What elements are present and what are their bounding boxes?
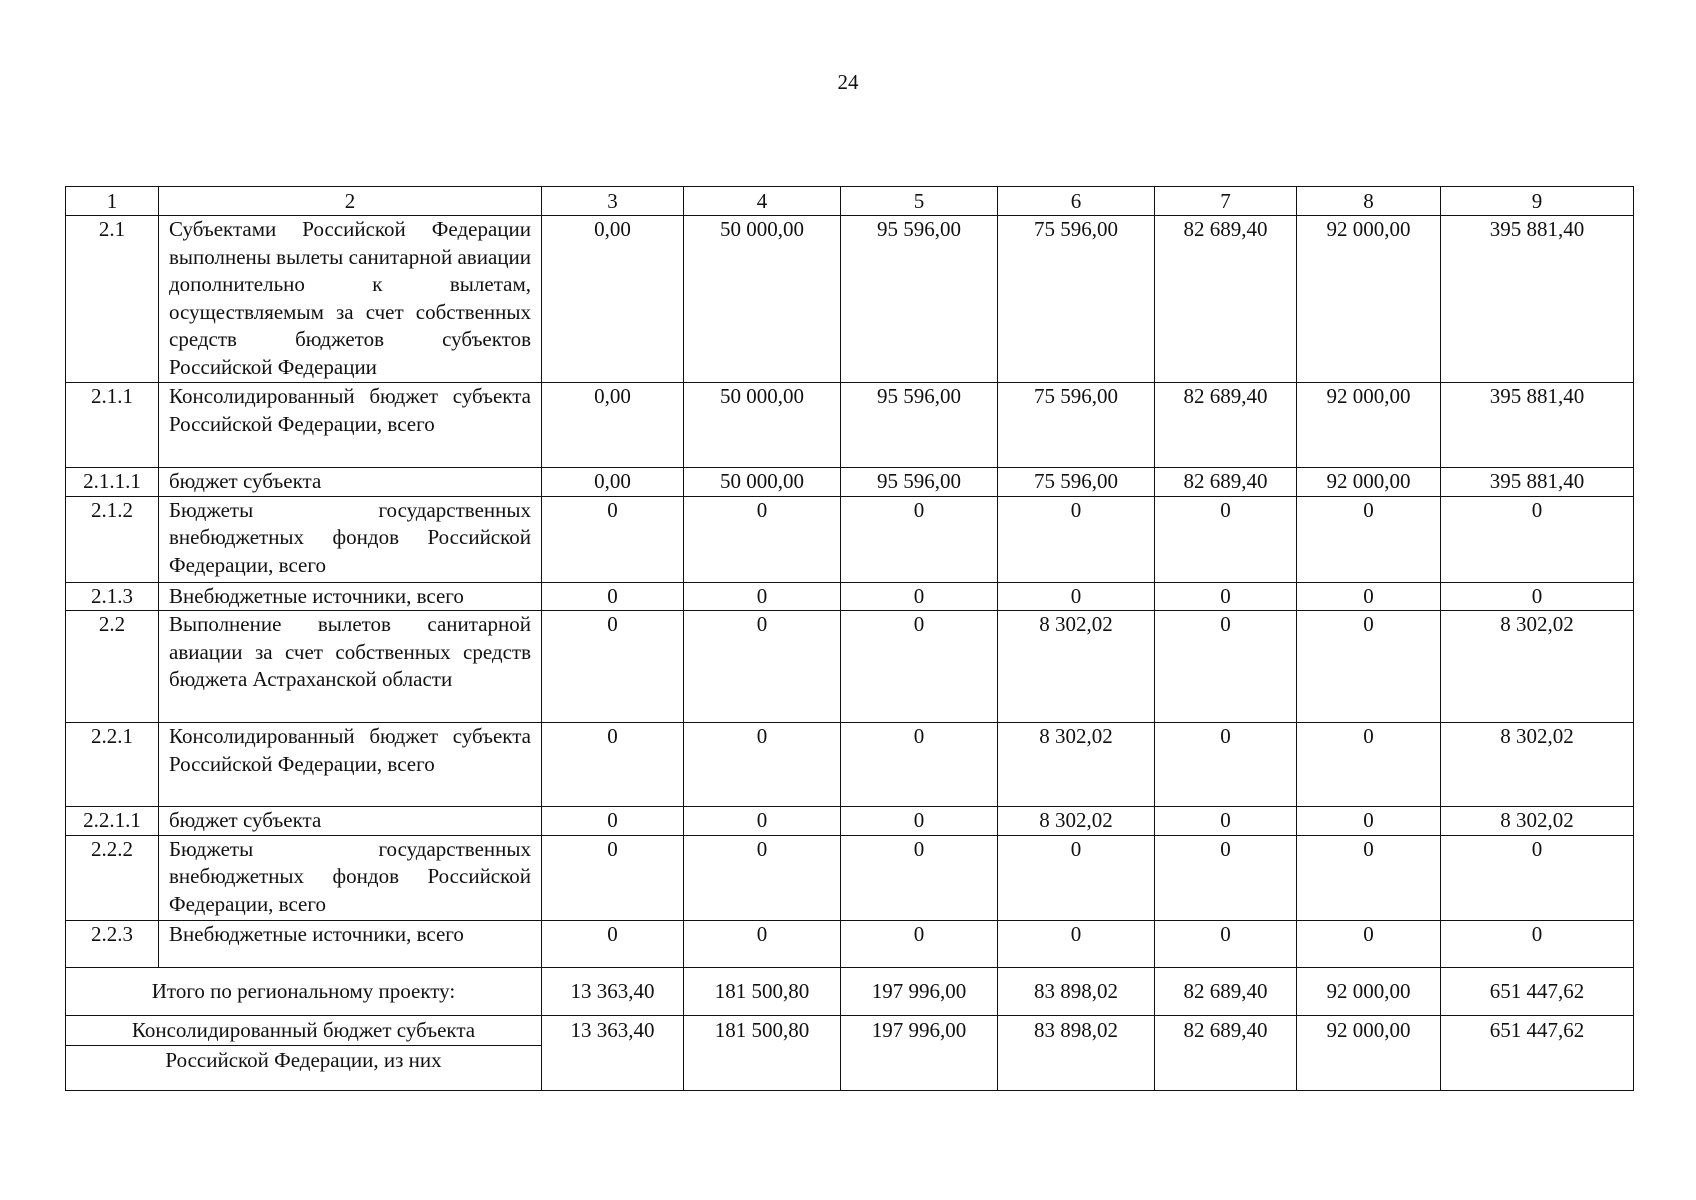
row-value: 0 (542, 723, 684, 807)
consolidated-label-line1: Консолидированный бюджет субъекта (66, 1016, 541, 1046)
row-name: Внебюджетные источники, всего (159, 920, 542, 967)
row-code: 2.1.3 (66, 582, 159, 611)
row-code: 2.1.2 (66, 496, 159, 582)
table-row (66, 835, 1634, 920)
row-value: 8 302,02 (998, 807, 1155, 836)
consolidated-label-line2: Российской Федерации, из них (165, 1047, 442, 1072)
row-value: 92 000,00 (1297, 216, 1441, 383)
table-row (66, 468, 1634, 497)
consolidated-label (66, 1015, 542, 1090)
table-row (66, 723, 1634, 807)
row-value: 0 (1441, 496, 1634, 582)
page-number: 24 (837, 70, 859, 94)
header-row (66, 187, 1634, 216)
row-value: 0 (841, 920, 998, 967)
header-cell: 9 (1441, 187, 1634, 216)
row-value: 0 (542, 582, 684, 611)
row-value: 8 302,02 (998, 723, 1155, 807)
row-value: 0 (1441, 835, 1634, 920)
row-value: 50 000,00 (684, 383, 841, 468)
row-value: 75 596,00 (998, 383, 1155, 468)
row-code: 2.1.1 (66, 383, 159, 468)
row-value: 0 (1297, 723, 1441, 807)
table-row (66, 216, 1634, 383)
header-cell: 8 (1297, 187, 1441, 216)
total-value: 181 500,80 (684, 967, 841, 1015)
row-value: 8 302,02 (1441, 611, 1634, 723)
row-value: 92 000,00 (1297, 468, 1441, 497)
row-value: 0 (841, 496, 998, 582)
row-value: 0 (841, 835, 998, 920)
header-cell: 5 (841, 187, 998, 216)
row-value: 0 (1297, 920, 1441, 967)
row-name: бюджет субъекта (159, 807, 542, 836)
row-value: 0 (998, 835, 1155, 920)
row-name: Бюджеты государственных внебюджетных фондов Российской Федерации, всего (159, 835, 542, 920)
row-name: Бюджеты государственных внебюджетных фондов Российской Федерации, всего (159, 496, 542, 582)
row-value: 50 000,00 (684, 468, 841, 497)
total-value: 82 689,40 (1155, 967, 1297, 1015)
row-value: 0 (684, 496, 841, 582)
row-value: 0,00 (542, 468, 684, 497)
row-value: 0,00 (542, 383, 684, 468)
row-value: 0 (684, 582, 841, 611)
consolidated-value: 181 500,80 (684, 1015, 841, 1090)
row-value: 95 596,00 (841, 383, 998, 468)
header-cell: 7 (1155, 187, 1297, 216)
row-value: 0 (684, 835, 841, 920)
row-value: 0 (1297, 835, 1441, 920)
row-code: 2.2.2 (66, 835, 159, 920)
table-row (66, 582, 1634, 611)
total-value: 83 898,02 (998, 967, 1155, 1015)
row-value: 395 881,40 (1441, 216, 1634, 383)
header-cell: 6 (998, 187, 1155, 216)
total-value: 13 363,40 (542, 967, 684, 1015)
header-cell: 4 (684, 187, 841, 216)
row-code: 2.1.1.1 (66, 468, 159, 497)
table-row (66, 496, 1634, 582)
row-value: 0 (841, 611, 998, 723)
row-value: 0 (542, 835, 684, 920)
row-value: 8 302,02 (1441, 807, 1634, 836)
row-value: 0 (1297, 496, 1441, 582)
header-cell: 1 (66, 187, 159, 216)
row-value: 395 881,40 (1441, 468, 1634, 497)
consolidated-value: 82 689,40 (1155, 1015, 1297, 1090)
row-value: 0 (1297, 611, 1441, 723)
row-value: 82 689,40 (1155, 383, 1297, 468)
consolidated-row (66, 1015, 1634, 1090)
row-value: 95 596,00 (841, 468, 998, 497)
row-value: 8 302,02 (998, 611, 1155, 723)
table-row (66, 611, 1634, 723)
header-cell: 3 (542, 187, 684, 216)
row-value: 0 (1441, 582, 1634, 611)
total-label: Итого по региональному проекту: (66, 967, 542, 1015)
consolidated-value: 197 996,00 (841, 1015, 998, 1090)
row-name: Выполнение вылетов санитарной авиации за счет собственных средств бюджета Астраханской области (159, 611, 542, 723)
total-value: 92 000,00 (1297, 967, 1441, 1015)
row-value: 0 (542, 611, 684, 723)
row-value: 0 (684, 920, 841, 967)
consolidated-value: 83 898,02 (998, 1015, 1155, 1090)
row-name: Внебюджетные источники, всего (159, 582, 542, 611)
row-code: 2.2.1.1 (66, 807, 159, 836)
total-value: 651 447,62 (1441, 967, 1634, 1015)
row-value: 0 (998, 496, 1155, 582)
consolidated-value: 13 363,40 (542, 1015, 684, 1090)
row-value: 0,00 (542, 216, 684, 383)
row-value: 395 881,40 (1441, 383, 1634, 468)
row-code: 2.2.1 (66, 723, 159, 807)
row-value: 0 (542, 807, 684, 836)
row-value: 92 000,00 (1297, 383, 1441, 468)
row-value: 0 (684, 723, 841, 807)
row-value: 8 302,02 (1441, 723, 1634, 807)
consolidated-value: 651 447,62 (1441, 1015, 1634, 1090)
budget-table (65, 186, 1634, 1091)
row-value: 0 (998, 920, 1155, 967)
row-name: Субъектами Российской Федерации выполнены вылеты санитарной авиации дополнительно к вылетам, осуществляемым за счет собственных средств бюджетов субъектов Российской Федерации (159, 216, 542, 383)
row-value: 0 (1441, 920, 1634, 967)
row-value: 0 (542, 496, 684, 582)
row-value: 50 000,00 (684, 216, 841, 383)
row-name: бюджет субъекта (159, 468, 542, 497)
row-code: 2.2.3 (66, 920, 159, 967)
row-value: 95 596,00 (841, 216, 998, 383)
row-value: 0 (998, 582, 1155, 611)
row-value: 0 (1155, 835, 1297, 920)
row-value: 0 (1155, 807, 1297, 836)
row-value: 0 (1155, 920, 1297, 967)
row-value: 0 (1155, 723, 1297, 807)
row-value: 82 689,40 (1155, 216, 1297, 383)
row-name: Консолидированный бюджет субъекта Российской Федерации, всего (159, 383, 542, 468)
row-name: Консолидированный бюджет субъекта Российской Федерации, всего (159, 723, 542, 807)
row-value: 0 (841, 807, 998, 836)
table-row (66, 807, 1634, 836)
row-value: 0 (1297, 807, 1441, 836)
row-value: 0 (1155, 496, 1297, 582)
row-value: 75 596,00 (998, 216, 1155, 383)
row-value: 0 (841, 582, 998, 611)
row-value: 0 (684, 611, 841, 723)
row-value: 0 (684, 807, 841, 836)
row-value: 75 596,00 (998, 468, 1155, 497)
table-row (66, 920, 1634, 967)
row-value: 82 689,40 (1155, 468, 1297, 497)
row-value: 0 (1155, 611, 1297, 723)
row-value: 0 (841, 723, 998, 807)
total-value: 197 996,00 (841, 967, 998, 1015)
header-cell: 2 (159, 187, 542, 216)
row-code: 2.2 (66, 611, 159, 723)
row-value: 0 (1155, 582, 1297, 611)
row-value: 0 (1297, 582, 1441, 611)
consolidated-value: 92 000,00 (1297, 1015, 1441, 1090)
total-row (66, 967, 1634, 1015)
row-value: 0 (542, 920, 684, 967)
table-row (66, 383, 1634, 468)
row-code: 2.1 (66, 216, 159, 383)
